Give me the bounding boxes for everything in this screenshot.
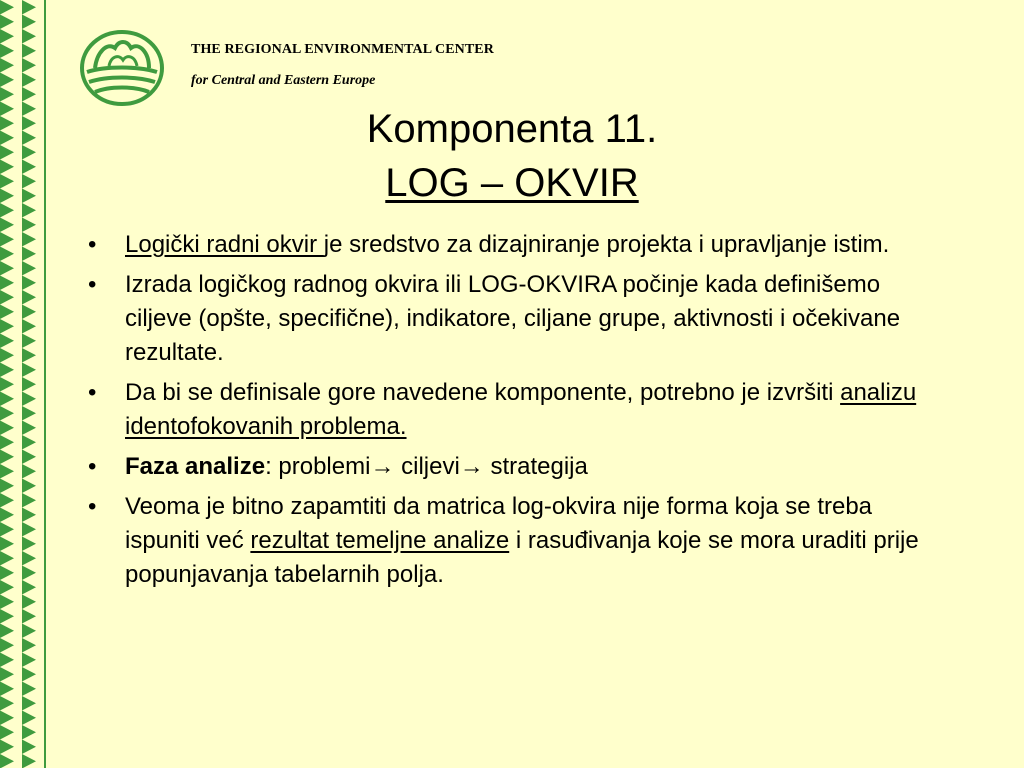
zigzag-tooth <box>22 638 36 653</box>
zigzag-tooth <box>0 58 14 73</box>
zigzag-tooth <box>0 464 14 479</box>
zigzag-tooth <box>0 232 14 247</box>
zigzag-tooth <box>0 609 14 624</box>
zigzag-tooth <box>0 334 14 349</box>
bullet-item <box>82 228 942 262</box>
bullet-list <box>82 228 942 598</box>
zigzag-tooth <box>0 87 14 102</box>
zigzag-tooth <box>22 319 36 334</box>
zigzag-tooth <box>22 696 36 711</box>
zigzag-tooth <box>0 493 14 508</box>
zigzag-tooth <box>0 73 14 88</box>
zigzag-tooth <box>0 15 14 30</box>
zigzag-tooth <box>0 696 14 711</box>
zigzag-tooth <box>22 551 36 566</box>
bullet-text: je sredstvo za dizajniranje projekta i upravljanje istim. <box>323 231 890 258</box>
zigzag-tooth <box>22 29 36 44</box>
zigzag-tooth <box>0 667 14 682</box>
bullet-text: : problemi→ ciljevi→ strategija <box>265 453 588 480</box>
zigzag-tooth <box>0 551 14 566</box>
zigzag-tooth <box>0 363 14 378</box>
bullet-item <box>82 376 942 444</box>
underlined-term: Logički radni okvir <box>125 231 324 258</box>
zigzag-tooth <box>22 276 36 291</box>
zigzag-tooth <box>22 493 36 508</box>
zigzag-tooth <box>0 290 14 305</box>
zigzag-tooth <box>22 348 36 363</box>
zigzag-tooth <box>0 319 14 334</box>
bullet-text: Izrada logičkog radnog okvira ili LOG-OKVIRA počinje kada definišemo ciljeve (opšte, specifične), indikatore, ciljane grupe, aktivnosti i očekivane rezultate. <box>125 271 901 366</box>
zigzag-tooth <box>0 754 14 768</box>
zigzag-tooth <box>22 87 36 102</box>
zigzag-tooth <box>22 566 36 581</box>
zigzag-tooth <box>0 479 14 494</box>
zigzag-tooth <box>22 450 36 465</box>
zigzag-tooth <box>22 711 36 726</box>
zigzag-tooth <box>0 740 14 755</box>
underlined-term: analizu identofokovanih problema. <box>125 379 917 440</box>
slide-subtitle-text: LOG – OKVIR <box>385 161 639 205</box>
zigzag-tooth <box>0 0 14 15</box>
zigzag-tooth <box>0 595 14 610</box>
zigzag-tooth <box>0 392 14 407</box>
zigzag-tooth <box>22 290 36 305</box>
zigzag-tooth <box>22 609 36 624</box>
zigzag-tooth <box>0 305 14 320</box>
zigzag-tooth <box>22 247 36 262</box>
org-subtitle: for Central and Eastern Europe <box>191 73 376 88</box>
zigzag-tooth <box>0 522 14 537</box>
zigzag-tooth <box>22 667 36 682</box>
zigzag-tooth <box>22 464 36 479</box>
zigzag-tooth <box>22 305 36 320</box>
zigzag-tooth <box>0 421 14 436</box>
zigzag-tooth <box>22 261 36 276</box>
zigzag-tooth <box>0 450 14 465</box>
zigzag-tooth <box>22 479 36 494</box>
zigzag-tooth <box>0 725 14 740</box>
zigzag-tooth <box>22 580 36 595</box>
zigzag-tooth <box>22 653 36 668</box>
zigzag-tooth <box>22 334 36 349</box>
bullet-item <box>82 450 942 484</box>
zigzag-tooth <box>22 377 36 392</box>
zigzag-tooth <box>0 218 14 233</box>
zigzag-tooth <box>0 348 14 363</box>
zigzag-tooth <box>22 754 36 768</box>
zigzag-tooth <box>0 711 14 726</box>
bullet-text: i rasuđivanja koje se mora uraditi prije popunjavanja tabelarnih polja. <box>125 527 919 588</box>
zigzag-tooth <box>0 638 14 653</box>
bullet-item <box>82 268 942 370</box>
zigzag-tooth <box>0 261 14 276</box>
zigzag-tooth <box>22 363 36 378</box>
zigzag-tooth <box>22 624 36 639</box>
zigzag-tooth <box>0 29 14 44</box>
zigzag-tooth <box>0 276 14 291</box>
bullet-text: Veoma je bitno zapamtiti da matrica log-okvira nije forma koja se treba ispuniti već <box>125 493 873 554</box>
org-name: THE REGIONAL ENVIRONMENTAL CENTER <box>191 42 494 57</box>
slide-subtitle <box>0 160 1024 206</box>
zigzag-tooth <box>22 73 36 88</box>
zigzag-tooth <box>22 218 36 233</box>
zigzag-tooth <box>0 653 14 668</box>
bold-term: Faza analize <box>125 453 266 480</box>
zigzag-tooth <box>0 44 14 59</box>
zigzag-tooth <box>22 392 36 407</box>
zigzag-tooth <box>22 44 36 59</box>
zigzag-tooth <box>22 537 36 552</box>
zigzag-tooth <box>22 421 36 436</box>
zigzag-tooth <box>0 247 14 262</box>
zigzag-tooth <box>22 725 36 740</box>
zigzag-tooth <box>0 406 14 421</box>
zigzag-tooth <box>22 15 36 30</box>
zigzag-tooth <box>22 682 36 697</box>
zigzag-tooth <box>0 624 14 639</box>
zigzag-tooth <box>22 508 36 523</box>
zigzag-tooth <box>22 595 36 610</box>
bullet-text: Da bi se definisale gore navedene komponente, potrebno je izvršiti <box>125 379 841 406</box>
zigzag-tooth <box>22 58 36 73</box>
zigzag-tooth <box>22 522 36 537</box>
zigzag-tooth <box>0 682 14 697</box>
zigzag-tooth <box>0 508 14 523</box>
zigzag-tooth <box>0 537 14 552</box>
zigzag-tooth <box>22 435 36 450</box>
zigzag-tooth <box>22 406 36 421</box>
zigzag-tooth <box>0 580 14 595</box>
zigzag-tooth <box>0 377 14 392</box>
bullet-item <box>82 490 942 592</box>
zigzag-tooth <box>22 0 36 15</box>
zigzag-tooth <box>0 435 14 450</box>
underlined-term: rezultat temeljne analize <box>250 527 510 554</box>
zigzag-tooth <box>22 740 36 755</box>
zigzag-tooth <box>0 566 14 581</box>
slide-title: Komponenta 11. <box>366 107 658 151</box>
rec-hills-logo-icon <box>79 28 165 108</box>
zigzag-tooth <box>22 232 36 247</box>
